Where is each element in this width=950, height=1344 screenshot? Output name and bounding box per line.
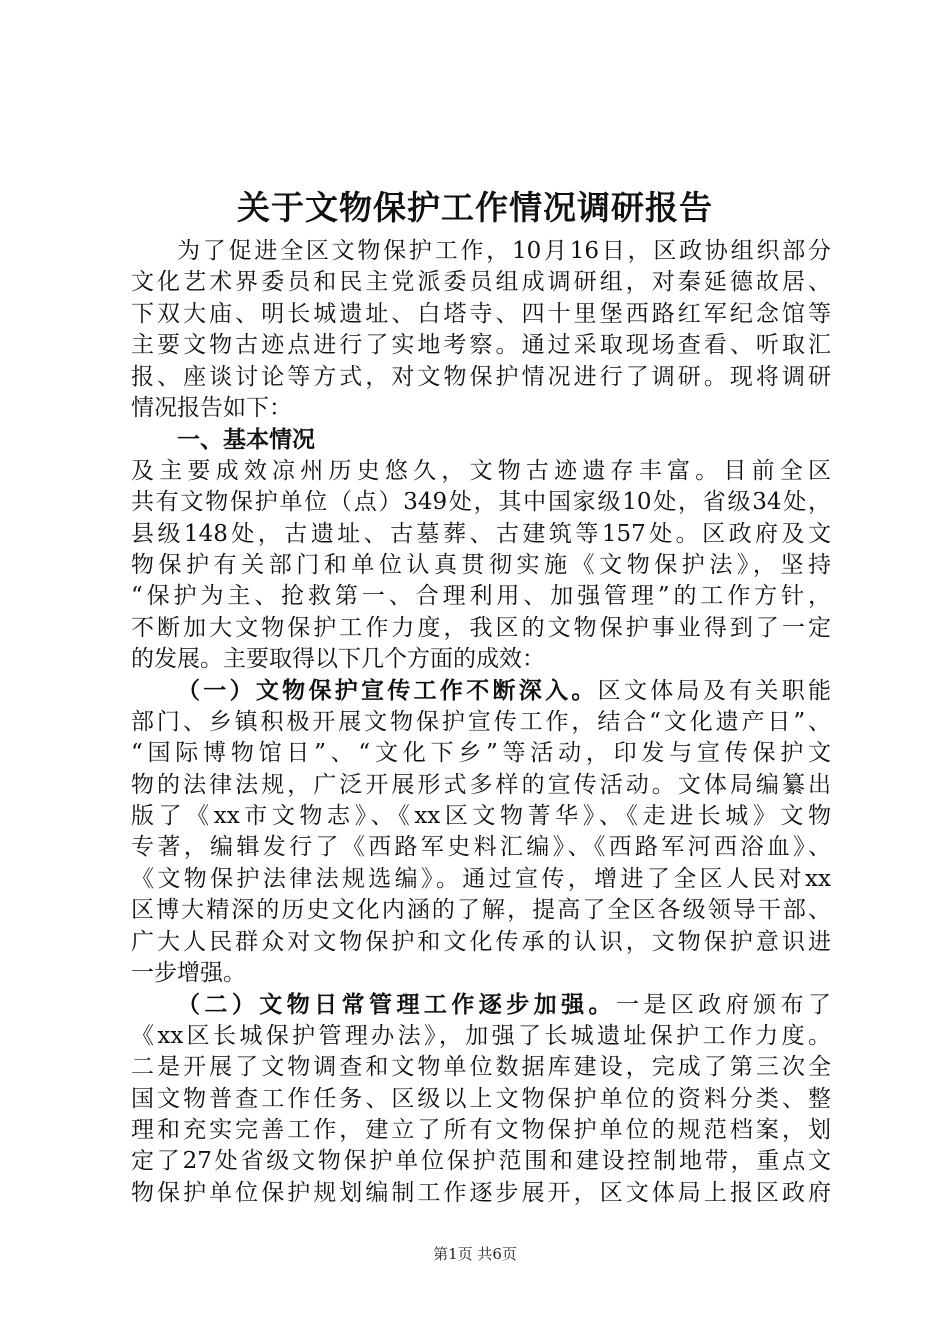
text-line: 及主要成效凉州历史悠久，文物古迹遗存丰富。目前全区	[131, 457, 831, 484]
text-run: 区文体局及有关职能	[597, 678, 832, 705]
text-line: 部门、乡镇积极开展文物保护宣传工作，结合“文化遗产日”、	[131, 708, 831, 735]
text-line: 理和充实完善工作，建立了所有文物保护单位的规范档案，划	[131, 1116, 831, 1143]
section-heading: 一、基本情况	[177, 426, 315, 454]
text-line: 定了27处省级文物保护单位保护范围和建设控制地带，重点文	[131, 1148, 831, 1175]
subsection-first-line	[131, 989, 831, 1020]
subsection-heading: （一）文物保护宣传工作不断深入。	[177, 677, 598, 705]
text-line: “国际博物馆日”、“文化下乡”等活动，印发与宣传保护文	[131, 740, 831, 767]
subsection-first-line	[131, 675, 831, 706]
text-line: 不断加大文物保护工作力度，我区的文物保护事业得到了一定	[131, 614, 831, 641]
text-line: 共有文物保护单位（点）349处，其中国家级10处，省级34处，	[131, 489, 831, 516]
text-line: 一步增强。	[131, 959, 246, 986]
text-line: 文化艺术界委员和民主党派委员组成调研组，对秦延德故居、	[131, 269, 831, 296]
text-line: 物保护有关部门和单位认真贯彻实施《文物保护法》，坚持	[131, 551, 831, 578]
text-line: 国文物普查工作任务、区级以上文物保护单位的资料分类、整	[131, 1085, 831, 1112]
text-line: “保护为主、抢救第一、合理利用、加强管理”的工作方针，	[131, 583, 831, 610]
text-line: 区博大精深的历史文化内涵的了解，提高了全区各级领导干部、	[131, 897, 831, 924]
text-line: 《xx区长城保护管理办法》，加强了长城遗址保护工作力度。	[131, 1022, 831, 1049]
text-line: 物的法律法规，广泛开展形式多样的宣传活动。文体局编纂出	[131, 771, 831, 798]
text-line: 广大人民群众对文物保护和文化传承的认识，文物保护意识进	[131, 928, 831, 955]
document-title: 关于文物保护工作情况调研报告	[237, 188, 713, 227]
text-line: 版了《xx市文物志》、《xx区文物菁华》、《走进长城》文物	[131, 803, 831, 830]
subsection-heading: （二）文物日常管理工作逐步加强。	[177, 991, 616, 1019]
text-line: 《文物保护法律法规选编》。通过宣传，增进了全区人民对xx	[131, 865, 831, 892]
text-line: 主要文物古迹点进行了实地考察。通过采取现场查看、听取汇	[131, 332, 831, 359]
text-line: 专著，编辑发行了《西路军史料汇编》、《西路军河西浴血》、	[131, 834, 831, 861]
text-line: 为了促进全区文物保护工作，10月16日，区政协组织部分	[177, 238, 831, 264]
text-line: 物保护单位保护规划编制工作逐步展开，区文体局上报区政府	[131, 1179, 831, 1206]
text-line: 情况报告如下：	[131, 394, 292, 421]
text-line: 下双大庙、明长城遗址、白塔寺、四十里堡西路红军纪念馆等	[131, 300, 831, 327]
text-line: 的发展。主要取得以下几个方面的成效：	[131, 646, 545, 673]
document-body	[131, 236, 831, 1209]
page-footer: 第1页 共6页	[433, 1245, 517, 1263]
text-line: 县级148处，古遗址、古墓葬、古建筑等157处。区政府及文	[131, 520, 831, 547]
text-run: 一是区政府颁布了	[615, 992, 832, 1019]
text-line: 二是开展了文物调查和文物单位数据库建设，完成了第三次全	[131, 1054, 831, 1081]
text-line: 报、座谈讨论等方式，对文物保护情况进行了调研。现将调研	[131, 363, 831, 390]
